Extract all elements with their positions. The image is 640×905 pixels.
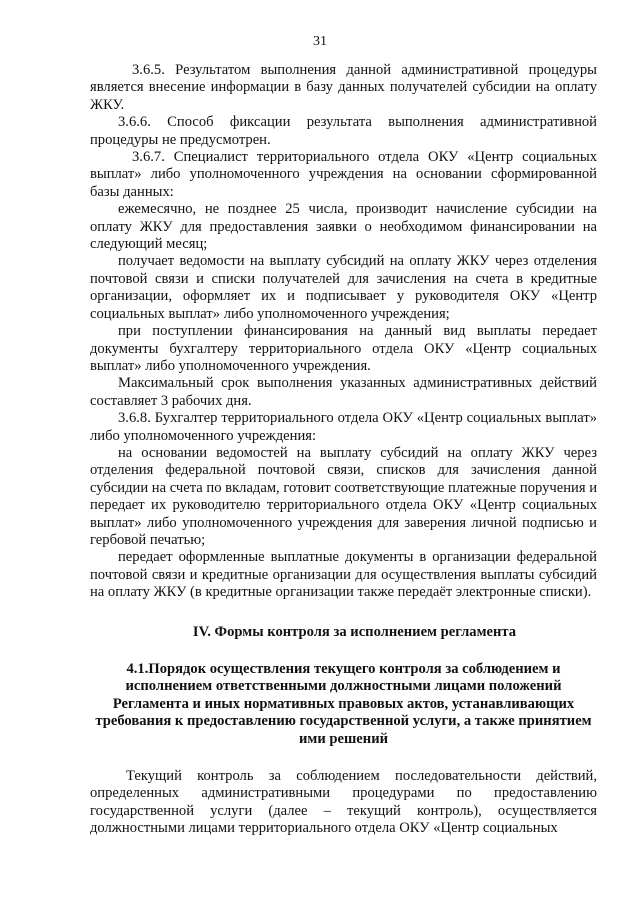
page-content (90, 62, 597, 838)
paragraph-3-6-8: 3.6.8. Бухгалтер территориального отдела ОКУ «Центр социальных выплат» либо уполномоченного учреждения: (90, 410, 597, 444)
page-number: 31 (313, 34, 327, 49)
paragraph-max-term: Максимальный срок выполнения указанных административных действий составляет 3 рабочих дня. (90, 375, 597, 409)
paragraph-receives-statements: получает ведомости на выплату субсидий на оплату ЖКУ через отделения почтовой связи и списки получателей для зачисления на счета в кредитные организации, оформляет их и подписывает у руководителя ОКУ «Центр социальных выплат» либо уполномоченного учреждения; (90, 253, 597, 322)
paragraph-monthly-accrual: ежемесячно, не позднее 25 числа, производит начисление субсидии на оплату ЖКУ для предоставления заявки о необходимом финансировании на следующий месяц; (90, 201, 597, 253)
paragraph-3-6-6: 3.6.6. Способ фиксации результата выполнения административной процедуры не предусмотрен. (90, 114, 597, 148)
section-heading: IV. Формы контроля за исполнением регламента (192, 623, 517, 640)
paragraph-transfers-documents: передает оформленные выплатные документы в организации федеральной почтовой связи и кредитные организации для осуществления выплаты субсидий на оплату ЖКУ (в кредитные организации также передаёт электронные списки). (90, 549, 597, 601)
subsection-heading: 4.1.Порядок осуществления текущего контроля за соблюдением и исполнением ответственными должностными лицами положений Регламента и иных нормативных правовых актов, устанавливающих требования к предоставлению государственной услуги, а также принятием ими решений (95, 661, 592, 747)
paragraph-funding-received: при поступлении финансирования на данный вид выплаты передает документы бухгалтеру территориального отдела ОКУ «Центр социальных выплат» либо уполномоченного учреждения. (90, 323, 597, 374)
paragraph-3-6-5: 3.6.5. Результатом выполнения данной административной процедуры является внесение информации в базу данных получателей субсидии на оплату ЖКУ. (90, 62, 597, 113)
paragraph-3-6-7: 3.6.7. Специалист территориального отдела ОКУ «Центр социальных выплат» либо уполномоченного учреждения на основании сформированной базы данных: (90, 149, 597, 200)
paragraph-prepares-orders: на основании ведомостей на выплату субсидий на оплату ЖКУ через отделения федеральной почтовой связи, списков для зачисления данной субсидии на счета по вкладам, готовит соответствующие платежные поручения и передает их руководителю территориального отдела ОКУ «Центр социальных выплат» либо уполномоченного учреждения для заверения личной подписью и гербовой печатью; (90, 444, 597, 548)
paragraph-current-control: Текущий контроль за соблюдением последовательности действий, определенных административными процедурами по предоставлению государственной услуги (далее – текущий контроль), осуществляется должностными лицами территориального отдела ОКУ «Центр социальных (90, 768, 597, 837)
